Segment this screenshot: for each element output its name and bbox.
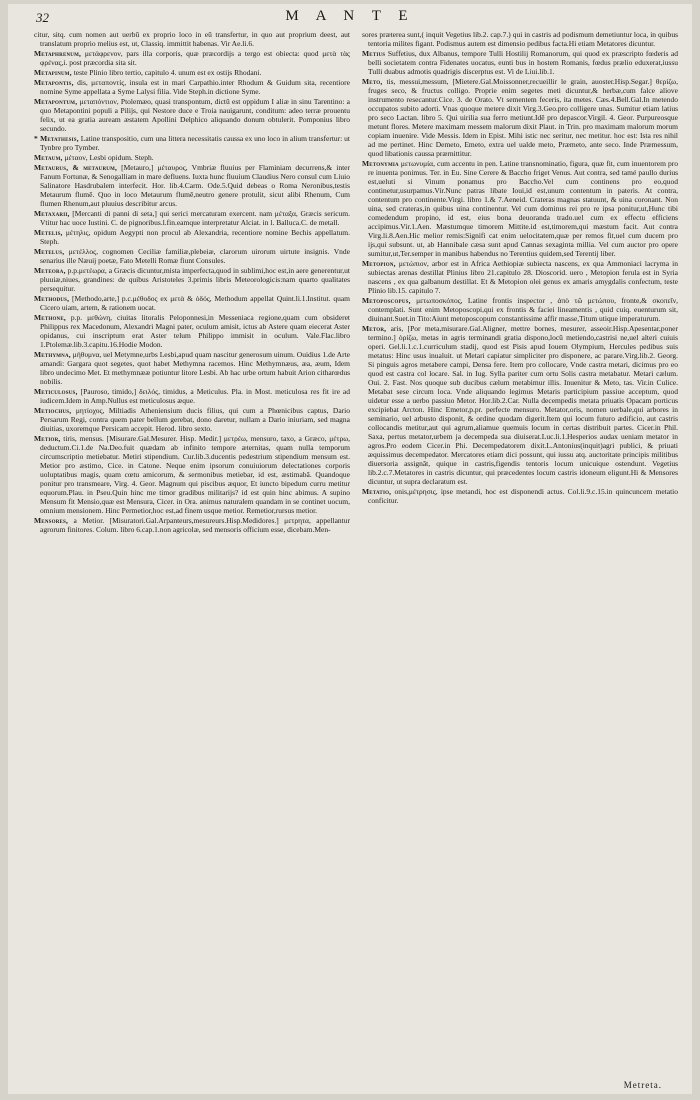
entry-text: μέταον, Lesbi opidum. Steph.	[64, 153, 154, 162]
entry-lemma: Metius	[362, 49, 386, 58]
entry-text: [Mercanti di panni di seta,] qui serici mercaturam exercent. nam μέταξα, Græcis sericum. Vtitur hac uoce Iustini. C. de pignoribus.l.fin.eamque interpretatur Alciat. in l. Balluca.C. de metall.	[40, 209, 350, 227]
dictionary-entry	[34, 247, 350, 265]
entry-text: μήθυμνα, uel Metymne,urbs Lesbi,apud quam nascitur generosum uinum. Ouidius 1.de Arte amandi: Gargara quot segetes, quot habet Methymna racemos. Hinc Methymnæus, æa, æum, Idem libro undecimo Met. Et methymnææ potiuntur litore Lesbi. Ab hac urbe ortum habuit Arion citharœdus nobilis.	[40, 350, 350, 386]
dictionary-entry	[34, 406, 350, 433]
running-headword: M A N T E	[285, 8, 415, 24]
entry-text: a Metior. [Misuratori.Gal.Arpanteurs,mesureurs.Hisp.Medidores.] μετρητα, appellantur agrorum finitores. Colum. libro 6.cap.1.non agricolæ, sed mensoris officium esse, dicebam.Men-	[40, 516, 350, 534]
entry-lemma: Mensores,	[34, 516, 69, 525]
entry-lemma: Metaum,	[34, 153, 63, 162]
right-column	[362, 30, 678, 1080]
entry-lemma: Metonymia	[362, 159, 399, 168]
entry-lemma: Methone,	[34, 313, 66, 322]
dictionary-entry	[34, 153, 350, 162]
entry-text: tiris, mensus. [Misurare.Gal.Mesurer. Hisp. Medir.] μετρέω, mensuro, taxo, a Græco, μέτρω, deductum.Ci.1.de Na.Deo.fuit quædam ab infinito tempore æternitas, quam nulla temporum circumscriptio metiebatur. Metiri stipendium. Cur.lib.3.ducentis pedestrium stipendium mensum est. Metior pro æstimo, Cice. in Catone. Neque enim ipsorum conuiuiorum delectationes corporis uoluptatibus magis, quam cœtu amicorum, & sermonibus metiebar, id est, æstimabā. Quandoque ponitur pro transmeare, Virg. 4. Geor. Magnum qui piscibus æquor, Et iuncto bipedum curru metitur equorum.Plau. in Pseu.Quin hinc me timor gradibus militarijs? id est quin hinc abimus. A supino Mensum fit Mensio,quæ est Mensura, Cicer. in Ora. animus naturalem quandam in se continet uocum, omnium mensionem. Hinc Permetior,hoc est,ad finem usque metior. Remetior,rursus metior.	[40, 434, 350, 515]
dictionary-entry	[362, 487, 678, 505]
entry-lemma: Metelis,	[34, 228, 63, 237]
entry-text: p.p.μετέωρα, a Græcis dicuntur,mista imperfecta,quod in sublimi,hoc est,in aere generentur,ut pluuiæ,niues, grandines: de quibus Aristoteles 3.primis libris Meteorologicis:nam quarto qualitates persequitur.	[40, 266, 350, 293]
dictionary-entry	[34, 516, 350, 534]
dictionary-entry	[34, 97, 350, 133]
dictionary-entry	[362, 49, 678, 76]
dictionary-entry	[362, 77, 678, 158]
dictionary-entry	[34, 228, 350, 246]
entry-lemma: Metapontis,	[34, 78, 74, 87]
entry-text: tis, messui,messum, [Mietere.Gal.Moissonner,recueillir le grain, auoster.Hisp.Segar.] θερίζω, fruges seco, & fructus colligo. Proprie enim segetes meti dicuntur,& herbæ,cum falce aliove instrumento resecantur.Cice. 3. de Orato. Vt sementem feceris, ita metes. Cæs.4.Bell.Gal.In metendo occupatos subito adorti. Vnas quoque metere dixit Virg.3.Geo.pro colligere unas. Sumitur etiam latius pro seco Lactan. libro 5. Qui uirilia sua ferro metiunt.Idē pro depascor.Virgil. 4. Geor. Purpureosque metunt flores. Metere maximam messem malorum dixit Plaut. in Trin. pro maximam malorum morum copiam inuenire. Vide Messis. Idem in Epist. Mihi istic nec seritur, nec metitur. hoc est: Ista res nihil ad me pertinet. Hinc Demeto, Emeto, extra uel ualde meto, Præmeto, ante seco. Inde Præmessum, quod libationis caussa prærnittitur.	[368, 77, 678, 158]
entry-lemma: Metatio,	[362, 487, 392, 496]
dictionary-entry	[362, 296, 678, 323]
dictionary-entry	[362, 159, 678, 258]
entry-lemma: Metior,	[34, 434, 61, 443]
dictionary-page	[8, 4, 692, 1094]
entry-lemma: Metiochus,	[34, 406, 72, 415]
entry-lemma: Methymna,	[34, 350, 71, 359]
catchword: Metreta.	[623, 1080, 662, 1090]
entry-lemma: Meto,	[362, 77, 383, 86]
entry-text: μεταπόντιον, Ptolemæo, quasi transpontum, dictū est oppidum I aliæ in sinu Tarentino: a quo Metapontini populi a Pilijs, qui Nestore duce e Troia nauigarunt, conditum: adeo terræ prouentu felix, ut ea gratia auream æstatem Apollini Delphico aliquando donum obtulerit. Pomponius libro secundo.	[40, 97, 350, 133]
dictionary-entry	[34, 68, 350, 77]
dictionary-entry	[34, 434, 350, 515]
dictionary-entry	[34, 209, 350, 227]
entry-lemma: Metor,	[362, 324, 387, 333]
entry-text: μέτηλις, opidum Aegypti non procul ab Alexandria, recentiore nomine Bechis appellatum. Steph.	[40, 228, 350, 246]
dictionary-entry	[34, 387, 350, 405]
entry-text: μετέλλος, cognomen Ceciliæ familiæ,plebeiæ, clarorum uirorum uirtute insignis. Vnde senarius ille Næuij poetæ, Fato Metelli Romæ fiunt Consules.	[40, 247, 350, 265]
entry-text: sores præterea sunt,( inquit Vegetius lib.2. cap.7.) qui in castris ad podismum demetiuntur loca, in quibus tentoria milites figant. Podismus autem est dimensio pedibus facta.Hi etiam Metatores dicuntur.	[362, 30, 678, 48]
entry-lemma: * Metathesis,	[34, 134, 79, 143]
entry-text: [Metauro,] μέταυρος, Vmbriæ fluuius per Flaminiam decurrens,& inter Fanum Fortunæ, & Senogalliam in mare defluens. Iuxta hunc fluuium Claudius Nero consul cum Liuio Salinatore Hasdrubalem interfecit. Hor. lib.4.Carm. Ode.5.Quid debeas o Roma Neronibus,testis Metaurum flumē. Quo in loco Metaurum flumē,neutro genere protulit, sicut alibi Rhenum, Cum flumen Rhenum,aut pluuius describitur arcus.	[40, 163, 350, 208]
entry-text: μετώπιον, arbor est in Africa Aethiopiæ subiecta nascens, ex qua Ammoniaci lacryma in subiectas arenas destillat Plinius libro 21.capitulo 28. Dioscorid. uero , Metopion ferula est in Syria nascens , ex qua galbanum destillat. Et & Metopion olei genus ex amaris amygdalis confectum, teste Plinio lib.15. capitulo 7.	[368, 259, 678, 295]
entry-text: aris, [Por meta,misurare.Gal.Aligner, mettre bornes, mesurer, asseoir.Hisp.Apesentar,poner termino.] ὁρίζω, metas in agris terminandi gratia dispono,locū metiendo,castrisi ne,uel alteri cuiuis operi. Gel.li.1.c.1.curriculum stadij, quod est Pisis apud Iouem Olympium, Hercules pedibus suis metatus: Hinc usus inualuit. ut Metari capiatur simpliciter pro disponere, ac parare.Virg.lib.2. Georg. Si pinguis agros metabere campi, Densa fere. Item pro collocare, Vnde castra metari, dicimus pro eo quod est castra col locare. Sal. in Iug. Sylla pariter cum ortu Solis castra metabatur. Metari cælum. Oui. 2. Fast. Nos quoque sub ducibus cælum metabimur illis. Inuenitur & Meto, tas. Vir.in Culice. Metabat sese circum loca. Vnde aliquando legimus Metaris participium passiue acceptum, quod uidetur esse a uerbo passiuo Metor. Hor.lib.2.Car. Nulla decempedis metata priuatis Opacam porticus excipiebat Arcton. Hinc Emetor,p.pr. perfecte mensuro. Metator,oris, nomen uerbale,qui arbores in seminario, uel arbusto disponit, & ordine quodam digerit.Item qui locum futuro ædificio, aut castris collocandis metitur,aut qui agrum,aliamue quemuis locum in certas distribuit partes. Cicer.in Phil. Saxa, pertus metator,urbem ja decempeda sua diuiserat.Luc.li.1.Hesperios audax ueniam metator in agros.Pro eodem Cicer.in Phi. Decempedatorem dixit.L.Antonius(inquit)agri publici, & priuati æquissimus decempedator. Mercatores etiam dici possunt, qui iussu atq. auctoritate principis militibus diuersoria assignāt, quique in castris,figendis tentoris locum unicuique ostendunt. Vegetius lib.2.c.7.Metatores in castris dicuntur, qui præcedentes locum castris idoneum eligunt.Hi & Mensores dicuntur, ut supra declaratum est.	[368, 324, 678, 486]
dictionary-entry	[34, 134, 350, 152]
entry-lemma: Metelus,	[34, 247, 65, 256]
entry-text: μητίοχος, Miltiadis Atheniensium ducis filius, qui cum a Phœnicibus captus, Dario Persarum Regi, contra quem pater bellum gerebat, dono daretur, nullam a Dario iniuriam, sed magna diuitias, uxoremque Persicam accepit. Herod. libro sexto.	[40, 406, 350, 433]
entry-lemma: Metaurus, & metaurum,	[34, 163, 118, 172]
entry-text: teste Plinio libro tertio, capitulo 4. unum est ex ostijs Rhodani.	[73, 68, 262, 77]
entry-text: dis, μεταποντίς, insula est in mari Carpathio.inter Rhodum & Guidum sita, recentiore nomine Syme appellata a Syme Lalysi filia. Vide Steph.in dictione Syme.	[40, 78, 350, 96]
dictionary-entry	[362, 30, 678, 48]
entry-text: p.p. μεθώνη, ciuitas litoralis Peloponnesi,in Messeniaca regione,quam cum obsideret Philippus rex Macedonum, Alexandri Magni pater, oculum amisit, ictus ab Astere quam eiecerat Aster opidanus, cui inscriptum erat Aster telum Philippo immisit in oculum. Vale.Flac.libro 1.Ptolemæ.lib.3.capitu.16.Hodie Modon.	[40, 313, 350, 349]
entry-text: Latine transpositio, cum una littera necessitatis caussa ex uno loco in alium transfertur: ut Tynbre pro Tymber.	[40, 134, 350, 152]
entry-lemma: Metaphrenum,	[34, 49, 82, 58]
entry-text: onis,μέτρησις, ipse metandi, hoc est disponendi actus. Col.li.9.c.15.in quincuncem metatio conficitur.	[368, 487, 678, 505]
entry-lemma: Meteora,	[34, 266, 66, 275]
entry-lemma: Metapontum,	[34, 97, 78, 106]
entry-lemma: Metaxarii,	[34, 209, 70, 218]
entry-lemma: Meticulosus,	[34, 387, 78, 396]
dictionary-entry	[34, 78, 350, 96]
entry-text: μετάφρενον, pars illa corporis, quæ præcordijs a tergo est obiecta: quod μετὰ τὰς φρένας,i. post præcordia sita sit.	[40, 49, 350, 67]
page-number: 32	[36, 10, 49, 25]
dictionary-entry	[34, 313, 350, 349]
entry-text: μετωνυμία, cum accentu in pen. Latine transnominatio, figura, quæ fit, cum inuentorem pro re inuenta ponimus. Ter. in Eu. Sine Cerere & Baccho friget Venus. Aut contra, sed tamé paullo durius est,ueluti si Vinum ponamus pro Baccho.Vel cum continens pro eo,quod continetur,usurpamus.Vir.Nunc patras libate Ioui,id est,unum contentum in pateris. At contra, contentum pro continente.Virgi. libro 1.& 7.Aeneid. Crateras magnas statuunt, & uina coronant. Non uina, sed crateras,in quibus uina continentur. Vel cum dominus rei pro re ipsa ponitur,ut,Hunc tibi comedendum propino, id est, eius bona deuoranda trado.uel cum ex effectu efficiens accipimus.Vir.1.Aen. Mæstumque timorem Mittite.id est,timorem,qui mæstum facit. Aut contra Virg.li.8.Aen.Hic melior remis:Signifi cat enim uelocitatem,quæ per remos fit,uel cum ducem pro ijs,qui subsunt. ut, ab Hannibale cæsa sunt apud Cannas sexaginta millia. Vel cum auctor pro opere sumitur,ut,Ter.semper in manibus habendus no Terentius quidem,sed Terentij liber.	[368, 159, 678, 258]
dictionary-entry	[34, 30, 350, 48]
dictionary-entry	[34, 266, 350, 293]
entry-lemma: Metoposcopus,	[362, 296, 411, 305]
entry-text: Suffetius, dux Albanus, tempore Tulli Hostilij Romanorum, qui quod ex præscripto fœderis ad belli societatem contra Fidenates uocatus, eunti bus in hostem Romanis, fœdus prælio eduxerat,iussu Tulli duabus admotis quadrigis discerptus est. Vi de Liui.lib.1.	[368, 49, 678, 76]
entry-lemma: Methodus,	[34, 294, 70, 303]
entry-lemma: Metopion,	[362, 259, 396, 268]
left-column	[34, 30, 350, 1080]
entry-text: citur, sitq. cum nomen aut uerbū ex proprio loco in eū transfertur, in quo aut proprium deest, aut translatum proprio melius est, ut, Classiq. immittit habenas. Vir Ae.li.6.	[34, 30, 350, 48]
dictionary-entry	[362, 259, 678, 295]
dictionary-entry	[34, 294, 350, 312]
dictionary-entry	[34, 163, 350, 208]
dictionary-entry	[34, 49, 350, 67]
entry-lemma: Metapinum,	[34, 68, 72, 77]
entry-text: μετωποσκόπος, Latine frontis inspector , ἀπὸ τῶ μετώπου, fronte,& σκοπεῖν, contemplati. Sunt enim Metoposcopi,qui ex frontis & faciei lineamentis , quid cuiq. euenturum sit, diuinant.Suet.in Tito:Aiunt metoposcopum constantissime affir masse,Titum utique imperaturum.	[368, 296, 678, 323]
entry-text: [Methodo,arte,] p.c.μέθοδος ex μετὰ & ὁδός, Methodum appellat Quint.li.1.Institut. quam Cicero uiam, artem, & rationem uocat.	[40, 294, 350, 312]
dictionary-entry	[362, 324, 678, 486]
running-head	[8, 4, 692, 28]
text-columns	[34, 30, 678, 1080]
entry-text: [Pauroso, timido,] δειλός, timidus, a Meticulus. Pla. in Most. meticulosa res fit ire ad iudicem.Idem in Amp.Nullus est meticulosus æque.	[40, 387, 350, 405]
dictionary-entry	[34, 350, 350, 386]
